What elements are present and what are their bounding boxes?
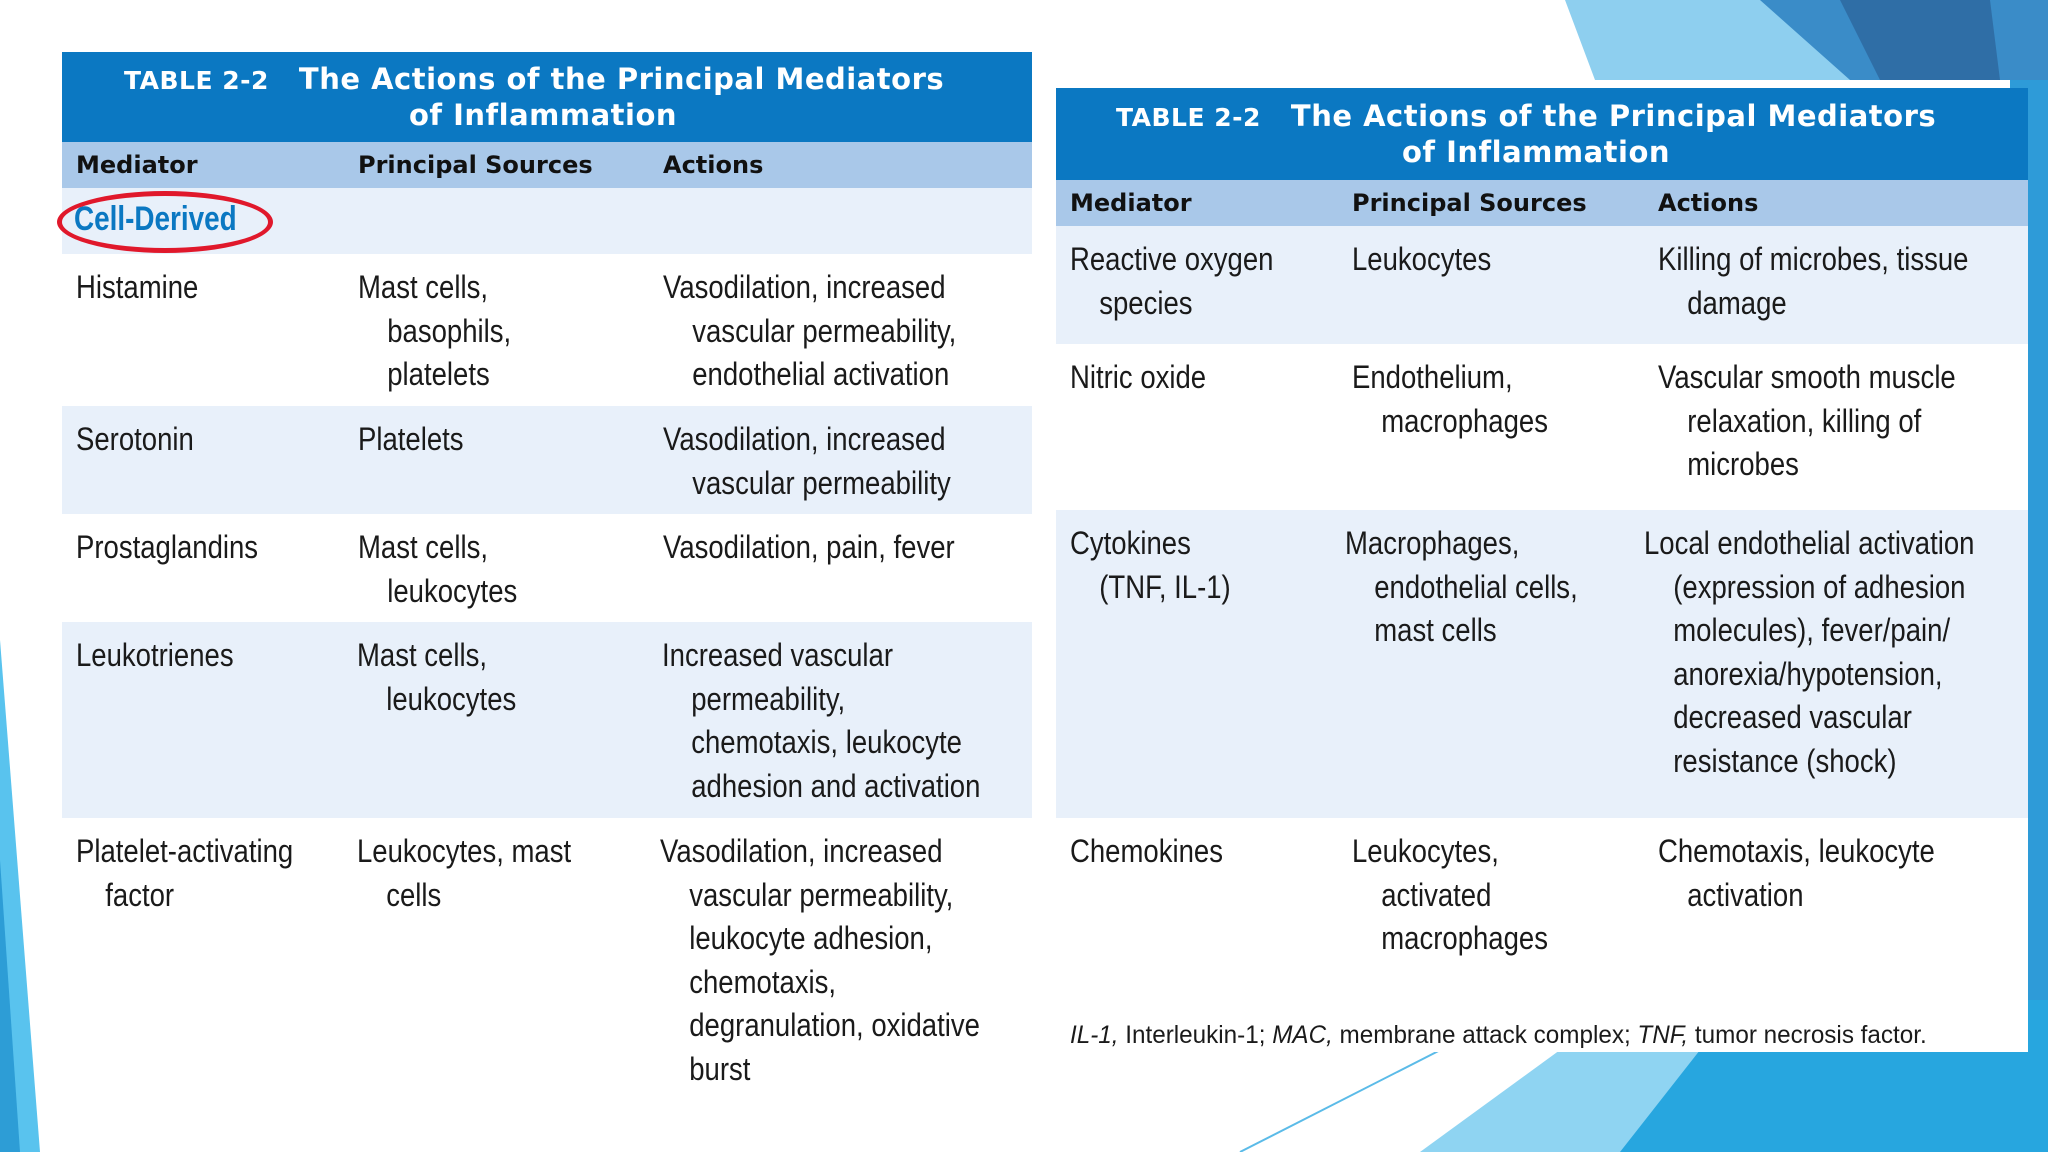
cell-line: Increased vascular	[661, 637, 893, 673]
cell-line: Histamine	[76, 269, 199, 305]
cell-line: Reactive oxygen	[1070, 241, 1274, 277]
cell-line: endothelial activation	[692, 356, 950, 392]
cell-line: Mast cells,	[357, 637, 488, 673]
header-actions: Actions	[663, 151, 764, 179]
cell-line: Leukocytes	[1352, 241, 1492, 277]
cell-line: factor	[105, 876, 175, 913]
table-row	[62, 622, 1032, 818]
table-row	[1056, 226, 2028, 344]
mediator-cell	[1056, 344, 1352, 510]
cell-line: chemotaxis,	[689, 963, 837, 1000]
actions-cell	[1658, 818, 2028, 984]
cell-line: platelets	[387, 356, 490, 392]
cell-line: decreased vascular	[1672, 699, 1912, 735]
cell-line: Chemotaxis, leukocyte	[1658, 833, 1935, 869]
cell-line: vascular permeability	[692, 464, 951, 501]
table-title-line2: of Inflammation	[408, 98, 678, 132]
table-footnote	[1070, 1021, 1927, 1050]
highlight-ellipse	[57, 191, 273, 253]
table-row	[62, 254, 1032, 406]
footnote-text-mac: membrane attack complex;	[1332, 1021, 1638, 1049]
actions-cell	[663, 514, 1032, 622]
actions-cell	[662, 622, 1032, 818]
table-row	[62, 818, 1032, 1090]
actions-cell	[663, 406, 1032, 514]
table-title-bar	[1056, 88, 2028, 180]
mediator-cell	[1056, 510, 1345, 818]
cell-line: endothelial cells,	[1374, 568, 1578, 605]
table-row	[1056, 344, 2028, 510]
cell-line: mast cells	[1374, 612, 1497, 648]
cell-line: activation	[1687, 876, 1804, 913]
table-row	[1056, 818, 2028, 984]
table-number: TABLE 2-2	[124, 66, 269, 95]
header-mediator: Mediator	[1070, 189, 1192, 217]
cell-line: Mast cells,	[358, 269, 488, 305]
decor-line-bottom	[1240, 1040, 1460, 1152]
cell-line: activated	[1381, 876, 1492, 913]
sources-cell	[357, 622, 661, 818]
cell-line: Leukocytes,	[1352, 833, 1499, 869]
header-mediator: Mediator	[76, 151, 198, 179]
cell-line: Local endothelial activation	[1643, 525, 1975, 561]
cell-line: Leukotrienes	[76, 637, 234, 673]
mediator-cell	[62, 406, 358, 514]
footnote-text-il1: Interleukin-1;	[1118, 1021, 1273, 1049]
table-number: TABLE 2-2	[1116, 103, 1261, 132]
table-row	[62, 406, 1032, 514]
sources-cell	[1352, 226, 1658, 344]
column-header-row	[1056, 180, 2028, 226]
header-principal-sources: Principal Sources	[1352, 189, 1587, 217]
cell-line: leukocyte adhesion,	[689, 920, 933, 956]
mediator-cell	[62, 254, 358, 406]
cell-line: Nitric oxide	[1070, 359, 1207, 395]
cell-line: degranulation, oxidative	[689, 1007, 980, 1043]
left-table-body	[62, 254, 1032, 1090]
cell-line: adhesion and activation	[690, 767, 981, 804]
left-table	[62, 52, 1032, 1110]
footnote-abbr-il1: IL-1,	[1070, 1021, 1119, 1049]
cell-line: leukocytes	[386, 680, 517, 717]
cell-line: anorexia/hypotension,	[1672, 655, 1943, 692]
cell-line: relaxation, killing of	[1687, 402, 1922, 439]
right-table-body	[1056, 226, 2028, 984]
cell-line: Vasodilation, increased	[663, 269, 946, 305]
sources-cell	[1352, 818, 1658, 984]
cell-line: macrophages	[1381, 402, 1548, 439]
cell-line: microbes	[1687, 446, 1799, 482]
mediator-cell	[62, 622, 357, 818]
table-title-line1: The Actions of the Principal Mediators	[298, 62, 945, 96]
cell-line: Chemokines	[1070, 833, 1223, 869]
cell-line: Vasodilation, pain, fever	[663, 529, 955, 565]
cell-line: Vasodilation, increased	[659, 833, 943, 869]
actions-cell	[660, 818, 1032, 1090]
category-label: Cell-Derived	[74, 200, 237, 238]
mediator-cell	[62, 818, 357, 1090]
mediator-cell	[1056, 818, 1352, 984]
cell-line: (TNF, IL-1)	[1099, 568, 1231, 605]
cell-line: resistance (shock)	[1672, 742, 1897, 779]
sources-cell	[357, 818, 660, 1090]
cell-line: basophils,	[387, 312, 512, 349]
actions-cell	[663, 254, 1032, 406]
cell-line: vascular permeability,	[692, 312, 957, 349]
cell-line: macrophages	[1381, 920, 1548, 956]
right-table	[1056, 88, 2028, 1052]
actions-cell	[1644, 510, 2028, 818]
cell-line: Platelet-activating	[76, 833, 294, 869]
footnote-text-tnf: tumor necrosis factor.	[1688, 1021, 1927, 1049]
category-row	[62, 188, 1032, 254]
sources-cell	[358, 254, 663, 406]
cell-line: leukocytes	[387, 572, 518, 609]
header-actions: Actions	[1658, 189, 1759, 217]
cell-line: vascular permeability,	[689, 876, 954, 913]
actions-cell	[1658, 344, 2028, 510]
cell-line: Serotonin	[76, 421, 194, 457]
cell-line: Killing of microbes, tissue	[1658, 241, 1969, 277]
sources-cell	[1352, 344, 1658, 510]
cell-line: species	[1099, 284, 1193, 321]
cell-line: Cytokines	[1070, 525, 1191, 561]
cell-line: Vasodilation, increased	[663, 421, 946, 457]
cell-line: Vascular smooth muscle	[1658, 359, 1956, 395]
sources-cell	[358, 406, 663, 514]
table-row	[1056, 510, 2028, 818]
actions-cell	[1658, 226, 2028, 344]
mediator-cell	[62, 514, 358, 622]
cell-line: Endothelium,	[1352, 359, 1513, 395]
table-title-line1: The Actions of the Principal Mediators	[1290, 99, 1937, 133]
sources-cell	[358, 514, 663, 622]
header-principal-sources: Principal Sources	[358, 151, 593, 179]
mediator-cell	[1056, 226, 1352, 344]
cell-line: molecules), fever/pain/	[1672, 612, 1950, 648]
cell-line: permeability,	[690, 680, 845, 717]
cell-line: damage	[1687, 284, 1787, 321]
cell-line: cells	[385, 876, 441, 913]
footnote-abbr-mac: MAC,	[1272, 1021, 1333, 1049]
cell-line: (expression of adhesion	[1672, 568, 1966, 605]
cell-line: Platelets	[358, 421, 464, 457]
table-title-bar	[62, 52, 1032, 142]
cell-line: Leukocytes, mast	[356, 833, 571, 869]
footnote-abbr-tnf: TNF,	[1637, 1021, 1689, 1049]
column-header-row	[62, 142, 1032, 188]
cell-line: burst	[689, 1050, 751, 1087]
cell-line: Mast cells,	[358, 529, 488, 565]
cell-line: Prostaglandins	[76, 529, 259, 565]
cell-line: chemotaxis, leukocyte	[690, 724, 962, 760]
table-row	[62, 514, 1032, 622]
sources-cell	[1345, 510, 1644, 818]
table-title-line2: of Inflammation	[1401, 135, 1671, 169]
cell-line: Macrophages,	[1345, 525, 1520, 561]
